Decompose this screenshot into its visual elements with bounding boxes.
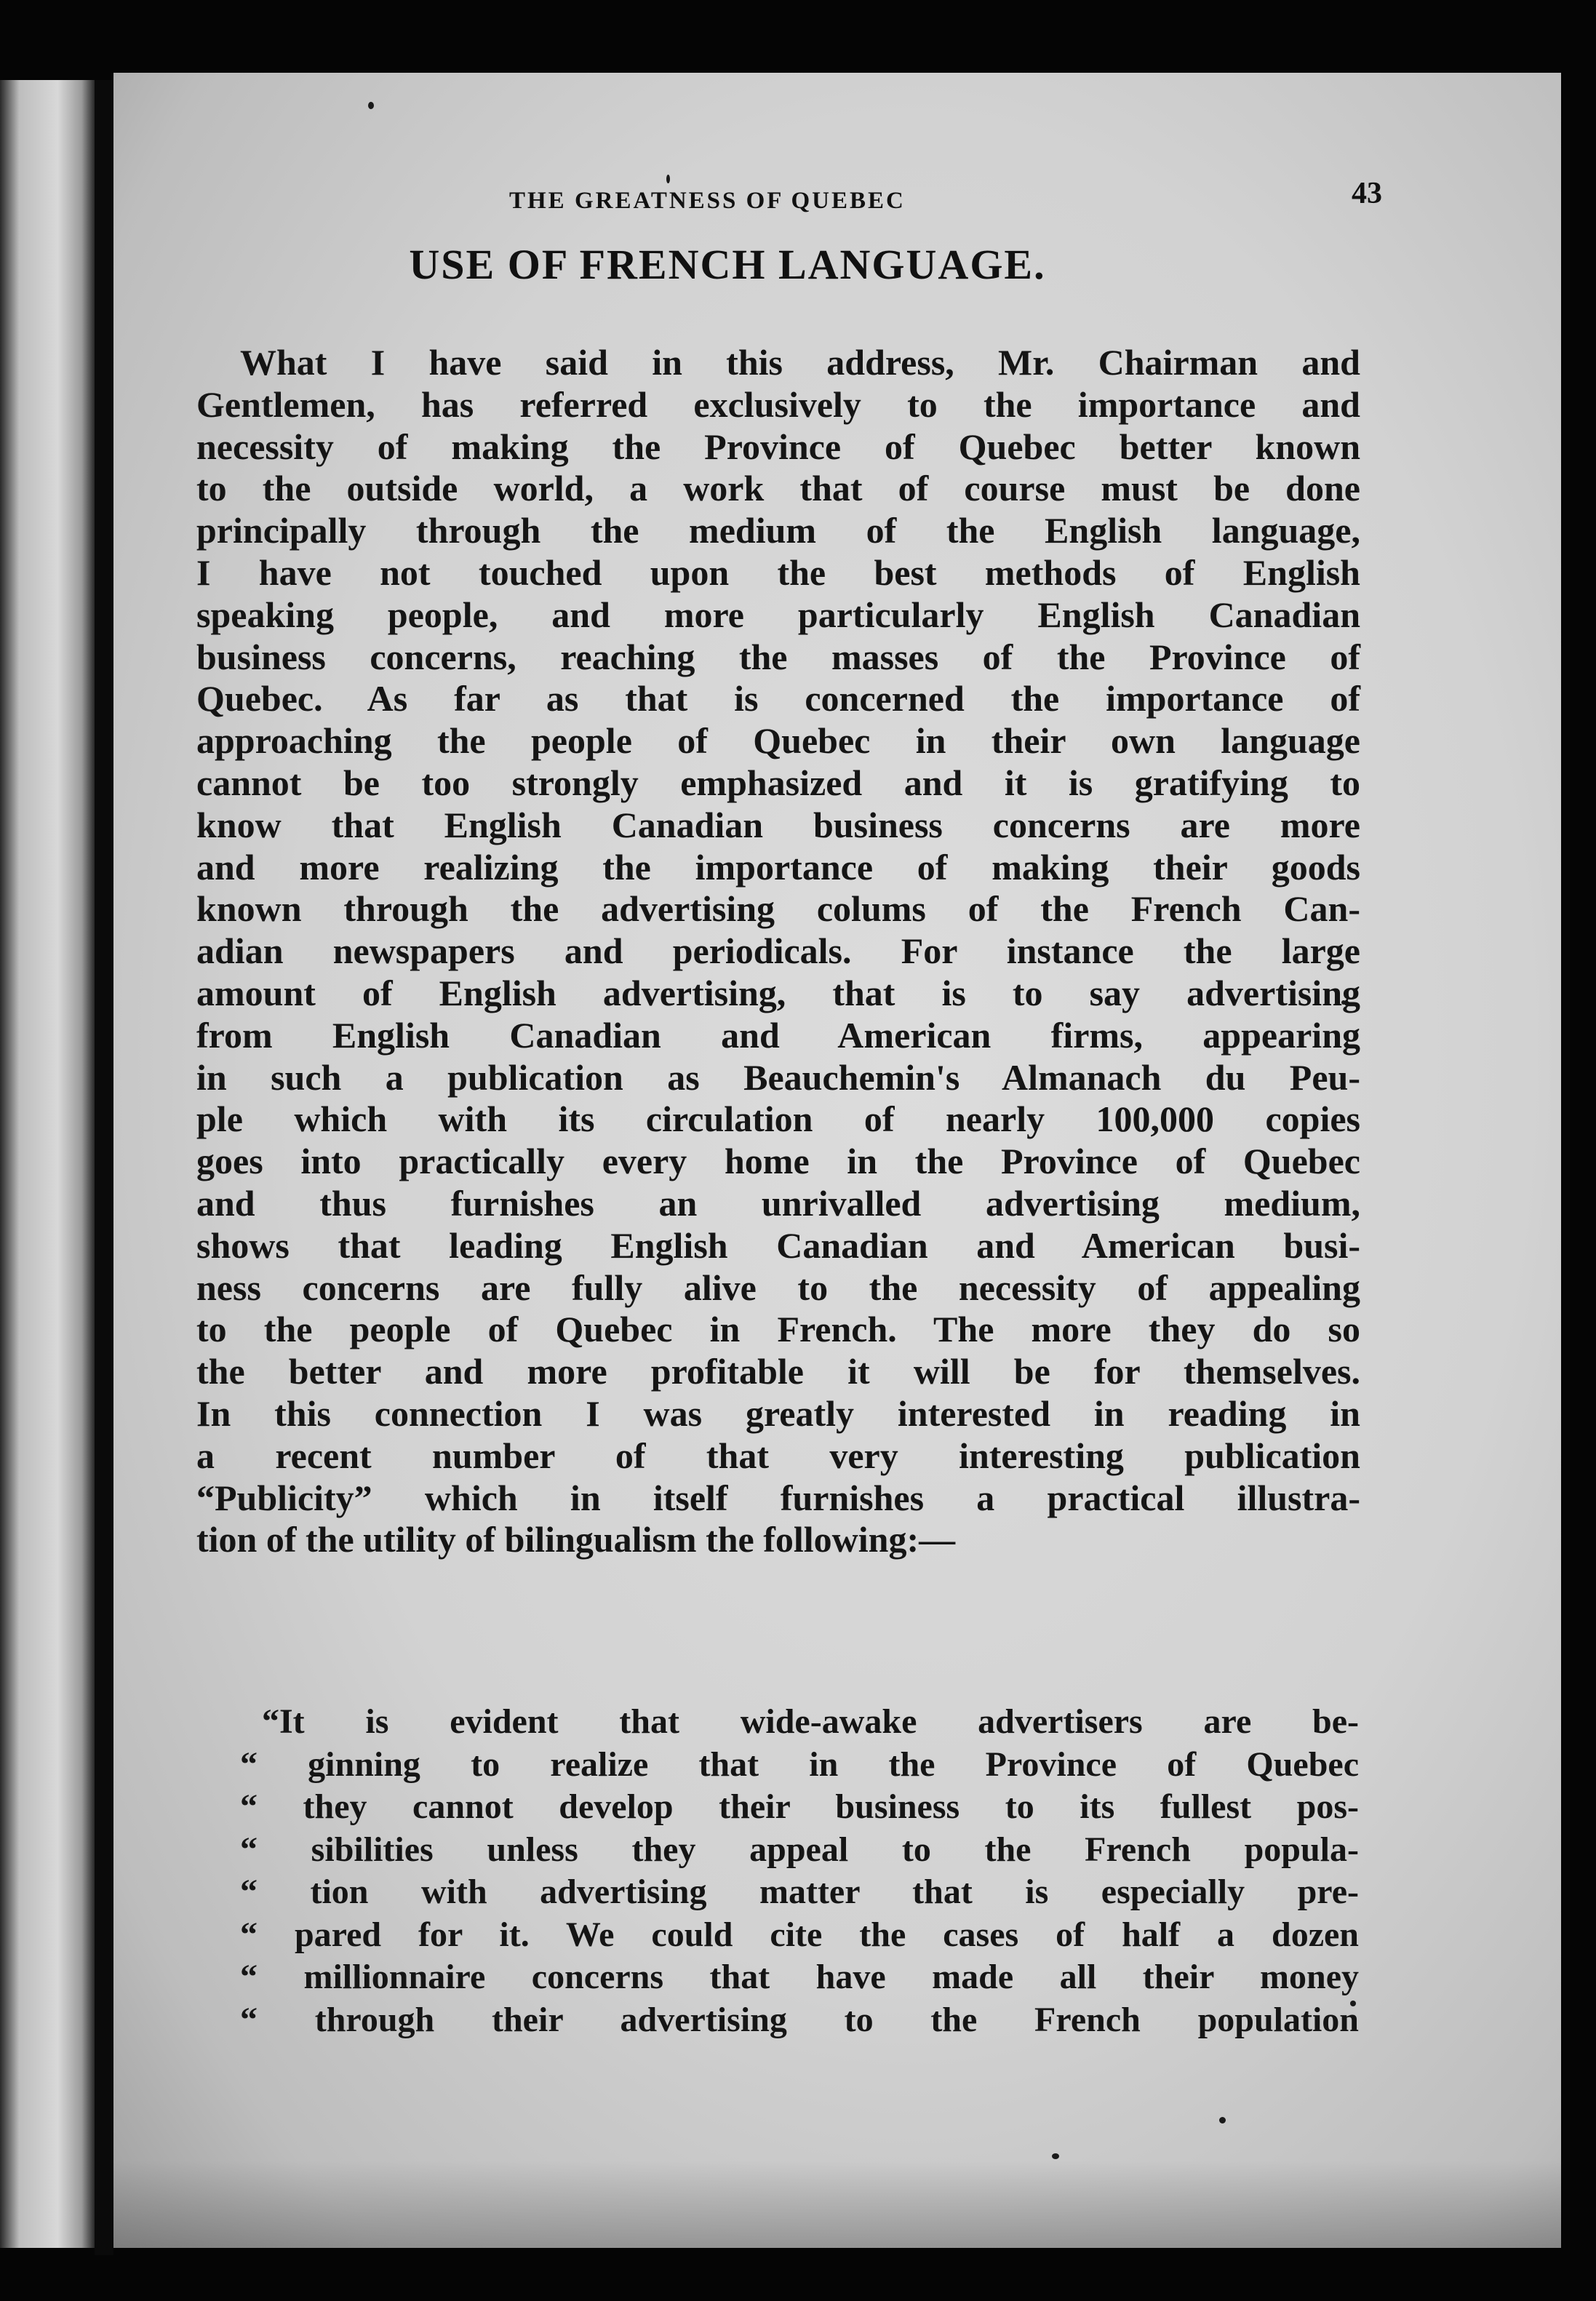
- quote-line: “ millionnaire concerns that have made all their money: [240, 1958, 1359, 1996]
- text-line: I have not touched upon the best methods of English: [196, 551, 1360, 593]
- text-line: in such a publication as Beauchemin's Almanach du Peu-: [196, 1056, 1360, 1098]
- text-line: cannot be too strongly emphasized and it is gratifying to: [196, 762, 1360, 803]
- quote-line: “ tion with advertising matter that is especially pre-: [240, 1873, 1359, 1911]
- text-line: necessity of making the Province of Quebec better known: [196, 426, 1360, 467]
- text-line: Quebec. As far as that is concerned the importance of: [196, 678, 1360, 719]
- quote-line: “It is evident that wide-awake advertisers are be-: [262, 1702, 1359, 1741]
- dust-speck: [368, 102, 374, 109]
- text-line: to the outside world, a work that of course must be done: [196, 468, 1360, 509]
- section-title: USE OF FRENCH LANGUAGE.: [409, 241, 1046, 288]
- text-line: and more realizing the importance of making their goods: [196, 846, 1360, 888]
- text-line: speaking people, and more particularly English Canadian: [196, 594, 1360, 635]
- text-line: ness concerns are fully alive to the necessity of appealing: [196, 1267, 1360, 1308]
- page-header: [509, 175, 1382, 226]
- text-line: principally through the medium of the English language,: [196, 510, 1360, 551]
- text-line: What I have said in this address, Mr. Chairman and: [240, 342, 1360, 383]
- quote-line: “ ginning to realize that in the Province of Quebec: [240, 1744, 1359, 1784]
- quote-line: “ through their advertising to the French population: [240, 2000, 1359, 2039]
- text-line: In this connection I was greatly interested in reading in: [196, 1392, 1360, 1434]
- text-line: and thus furnishes an unrivalled advertising medium,: [196, 1182, 1360, 1224]
- page-number: 43: [1352, 177, 1382, 210]
- quote-line: “ sibilities unless they appeal to the French popula-: [240, 1830, 1359, 1869]
- text-line: approaching the people of Quebec in their own language: [196, 720, 1360, 762]
- block-quote: [240, 1701, 1359, 2041]
- text-line: Gentlemen, has referred exclusively to the importance and: [196, 383, 1360, 425]
- text-line: ple which with its circulation of nearly 100,000 copies: [196, 1098, 1360, 1140]
- text-line: a recent number of that very interesting publication: [196, 1435, 1360, 1476]
- text-line: “Publicity” which in itself furnishes a practical illustra-: [196, 1477, 1360, 1518]
- page-bottom-shadow: [113, 2161, 1561, 2248]
- text-line: the better and more profitable it will be for themselves.: [196, 1351, 1360, 1392]
- text-line: from English Canadian and American firms, appearing: [196, 1014, 1360, 1056]
- text-line: goes into practically every home in the Province of Quebec: [196, 1141, 1360, 1182]
- dust-speck: [1219, 2117, 1226, 2123]
- text-line: known through the advertising colums of the French Can-: [196, 888, 1360, 930]
- text-line: amount of English advertising, that is to say advertising: [196, 972, 1360, 1013]
- text-line: shows that leading English Canadian and American busi-: [196, 1224, 1360, 1266]
- dust-speck: [1052, 2153, 1059, 2159]
- text-line: adian newspapers and periodicals. For instance the large: [196, 930, 1360, 972]
- book-spine: [95, 80, 113, 2255]
- running-head: THE GREATNESS OF QUEBEC: [509, 188, 906, 214]
- text-line: business concerns, reaching the masses of the Province of: [196, 636, 1360, 677]
- quote-line: “ they cannot develop their business to its fullest pos-: [240, 1787, 1359, 1826]
- quote-line: “ pared for it. We could cite the cases of half a dozen: [240, 1915, 1359, 1954]
- facing-page-edge: [0, 80, 96, 2248]
- body-paragraph: [196, 342, 1360, 1561]
- text-line: tion of the utility of bilingualism the following:—: [196, 1519, 956, 1560]
- text-line: to the people of Quebec in French. The more they do so: [196, 1309, 1360, 1350]
- text-line: know that English Canadian business concerns are more: [196, 804, 1360, 845]
